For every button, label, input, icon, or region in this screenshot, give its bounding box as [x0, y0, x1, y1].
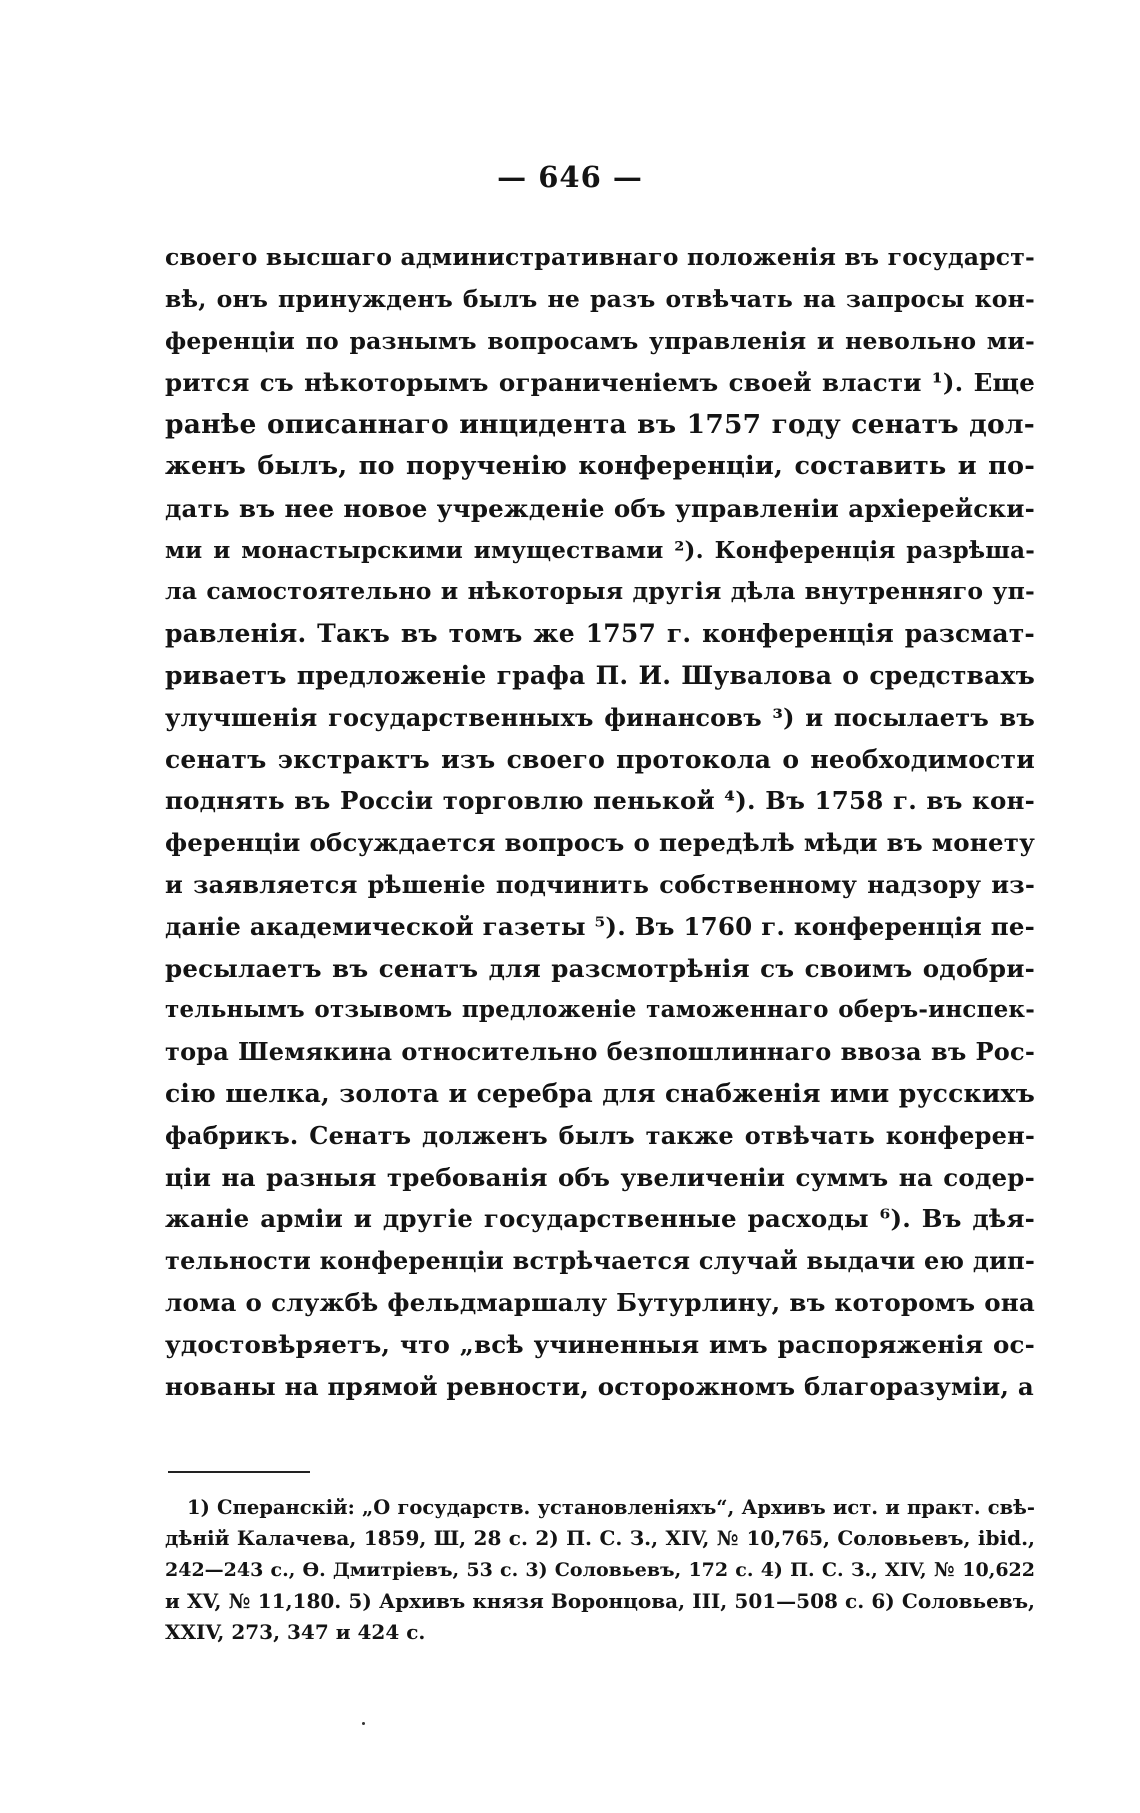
text-line: равленія. Такъ въ томъ же 1757 г. конференція разсмат- — [165, 619, 1035, 649]
text-line: тельнымъ отзывомъ предложеніе таможеннаго оберъ-инспек- — [165, 996, 1035, 1024]
footnote-line: и XV, № 11,180. 5) Архивъ князя Воронцова, III, 501—508 с. 6) Соловьевъ, — [165, 1588, 1035, 1613]
page-number: — 646 — — [497, 160, 643, 194]
text-line: лома о службѣ фельдмаршалу Бутурлину, въ которомъ она — [165, 1287, 1035, 1317]
footnote-line: дѣній Калачева, 1859, Ш, 28 с. 2) П. С. З., XIV, № 10,765, Соловьевъ, ibid., — [165, 1526, 1035, 1551]
print-speck — [362, 1722, 365, 1725]
text-line: улучшенія государственныхъ финансовъ ³) и посылаетъ въ — [165, 702, 1035, 732]
footnote-divider — [168, 1471, 310, 1473]
text-line: ми и монастырскими имуществами ²). Конференція разрѣша- — [165, 536, 1035, 564]
text-line: ціи на разныя требованія объ увеличеніи суммъ на содер- — [165, 1162, 1035, 1192]
text-line: даніе академической газеты ⁵). Въ 1760 г. конференція пе- — [165, 911, 1035, 941]
text-line: удостовѣряетъ, что „всѣ учиненныя имъ распоряженія ос- — [165, 1329, 1035, 1359]
text-line: рится съ нѣкоторымъ ограниченіемъ своей власти ¹). Еще — [165, 368, 1035, 398]
text-line: тельности конференціи встрѣчается случай выдачи ею дип- — [165, 1246, 1035, 1276]
text-line: сенатъ экстрактъ изъ своего протокола о необходимости — [165, 744, 1035, 774]
text-line: ранѣе описаннаго инцидента въ 1757 году сенатъ дол- — [165, 409, 1035, 441]
text-line: нованы на прямой ревности, осторожномъ благоразуміи, а — [165, 1371, 1034, 1401]
text-line: и заявляется рѣшеніе подчинить собственному надзору из- — [165, 869, 1035, 899]
text-line: поднять въ Россіи торговлю пенькой ⁴). Въ 1758 г. въ кон- — [165, 786, 1035, 816]
text-line: женъ былъ, по порученію конференціи, составить и по- — [165, 450, 1035, 481]
text-line: фабрикъ. Сенатъ долженъ былъ также отвѣчать конферен- — [165, 1120, 1035, 1150]
text-line: вѣ, онъ принужденъ былъ не разъ отвѣчать на запросы кон- — [165, 284, 1035, 313]
text-line: ференціи обсуждается вопросъ о передѣлѣ мѣди въ монету — [165, 828, 1035, 858]
text-line: риваетъ предложеніе графа П. И. Шувалова о средствахъ — [165, 660, 1035, 690]
text-line: своего высшаго административнаго положенія въ государст- — [165, 243, 1035, 271]
text-line: ла самостоятельно и нѣкоторыя другія дѣла внутренняго уп- — [165, 577, 1035, 606]
text-line: жаніе арміи и другіе государственные расходы ⁶). Въ дѣя- — [165, 1204, 1035, 1234]
text-line: сію шелка, золота и серебра для снабженія ими русскихъ — [165, 1078, 1035, 1108]
text-line: ференціи по разнымъ вопросамъ управленія и невольно ми- — [165, 326, 1035, 355]
text-line: тора Шемякина относительно безпошлиннаго ввоза въ Рос- — [165, 1037, 1035, 1067]
footnote-line: 1) Сперанскій: „О государств. установленіяхъ“, Архивъ ист. и практ. свѣ- — [187, 1496, 1035, 1519]
body-text — [165, 237, 1035, 1407]
text-line: дать въ нее новое учрежденіе объ управленіи архіерейски- — [165, 493, 1035, 523]
footnote-line: XXIV, 273, 347 и 424 с. — [165, 1620, 426, 1645]
footnotes — [165, 1492, 1035, 1648]
text-line: ресылаетъ въ сенатъ для разсмотрѣнія съ своимъ одобри- — [165, 953, 1035, 983]
footnote-line: 242—243 с., Ѳ. Дмитріевъ, 53 с. 3) Соловьевъ, 172 с. 4) П. С. З., XIV, № 10,622 — [165, 1558, 1035, 1581]
